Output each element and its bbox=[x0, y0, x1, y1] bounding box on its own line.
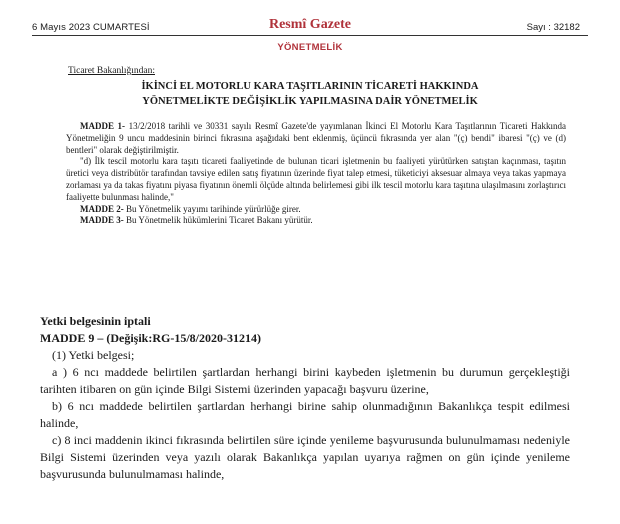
excerpt-item-c: c) 8 inci maddenin ikinci fıkrasında belirtilen süre içinde yenileme başvurusunda bulunulmaması nedeniyle Bilgi Sistemi üzerinden veya yazılı olarak Bakanlıkça yapılan uyarıya rağmen on gün içinde yenileme başvurusunda bulunulmaması halinde, bbox=[40, 433, 570, 481]
regulation-excerpt bbox=[40, 313, 570, 483]
article-3-label: MADDE 3- bbox=[80, 215, 124, 226]
article-1 bbox=[66, 121, 566, 156]
regulation-title-line-1: İKİNCİ EL MOTORLU KARA TAŞITLARININ TİCARETİ HAKKINDA bbox=[141, 81, 479, 92]
article-3 bbox=[66, 215, 566, 227]
article-2-text: Bu Yönetmelik yayımı tarihinde yürürlüğe girer. bbox=[123, 203, 301, 214]
excerpt-article: MADDE 9 – (Değişik:RG-15/8/2020-31214) bbox=[40, 331, 261, 345]
article-3-text: Bu Yönetmelik hükümlerini Ticaret Bakanı yürütür. bbox=[123, 215, 313, 226]
excerpt-item-a: a ) 6 ncı maddede belirtilen şartlardan herhangi birini kaybeden işletmenin bu durumun gerçekleştiği tarihten itibaren on gün içinde Bilgi Sistemi üzerinden yapacağı başvuru üzerine, bbox=[40, 365, 570, 396]
section-heading: YÖNETMELİK bbox=[277, 42, 343, 53]
excerpt-paragraph-1: (1) Yetki belgesi; bbox=[52, 348, 135, 362]
header-divider bbox=[32, 35, 588, 36]
regulation-title-line-2: YÖNETMELİKTE DEĞİŞİKLİK YAPILMASINA DAİR YÖNETMELİK bbox=[142, 96, 478, 107]
article-2-label: MADDE 2- bbox=[80, 203, 124, 214]
article-2 bbox=[66, 204, 566, 216]
regulation-body bbox=[66, 121, 566, 227]
gazette-date: 6 Mayıs 2023 CUMARTESİ bbox=[32, 22, 150, 33]
article-1-label: MADDE 1- bbox=[80, 121, 126, 131]
excerpt-heading: Yetki belgesinin iptali bbox=[40, 314, 151, 328]
article-1-quote: "d) İlk tescil motorlu kara taşıtı ticareti faaliyetinde de bulunan ticari işletmenin bu faaliyeti yürütürken satıştan kaçınması, taşıtın üretici veya distribütör tarafından tavsiye edilen satış fiyatının üzerinde fiyat talep etmesi, tüketiciyi aksesuar almaya veya takas yapmaya zorlaması ya da takas fiyatını piyasa fiyatının önemli ölçüde altında belirlemesi gibi ilk tescil motorlu kara taşıtına ulaşılmasını zorlaştırıcı faaliyette bulunması halinde," bbox=[66, 156, 566, 202]
excerpt-item-b: b) 6 ncı maddede belirtilen şartlardan herhangi birine sahip olunmadığının Bakanlıkça tespit edilmesi halinde, bbox=[40, 399, 570, 430]
regulation-title bbox=[0, 79, 620, 109]
ministry-label: Ticaret Bakanlığından: bbox=[68, 66, 155, 76]
article-1-text: 13/2/2018 tarihli ve 30331 sayılı Resmî Gazete'de yayımlanan İkinci El Motorlu Kara Taşıtlarının Ticareti Hakkında Yönetmeliğin 9 uncu maddesinin birinci fıkrasına aşağıdaki bent eklenmiş, üçüncü fıkrasında yer alan "(ç) bendi" ibaresi "(ç) ve (d) bentleri" olarak değiştirilmiştir. bbox=[66, 121, 566, 155]
gazette-title: Resmî Gazete bbox=[268, 17, 352, 32]
gazette-issue-number: Sayı : 32182 bbox=[526, 22, 580, 33]
